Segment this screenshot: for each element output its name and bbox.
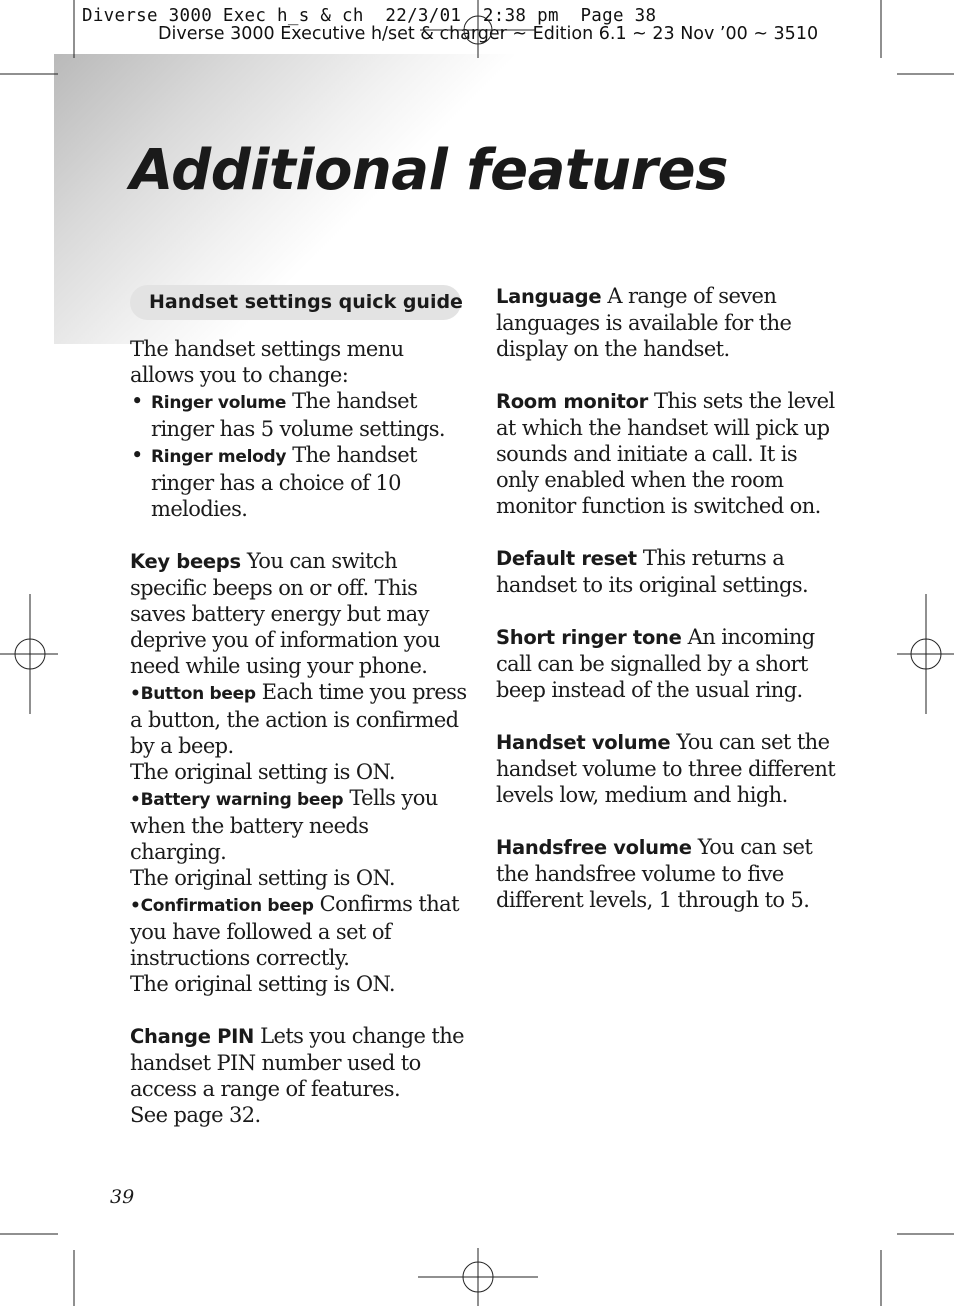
bullet-ringer-volume [130,388,470,442]
term-text: Confirms that you have followed a set of instructions correctly. [130,892,459,970]
term-label: Ringer melody [151,447,287,467]
key-beeps-paragraph [130,548,470,679]
term-label: Battery warning beep [140,790,344,810]
print-slug: Diverse 3000 Exec h_s & ch 22/3/01 2:38 pm Page 38 [82,6,657,26]
change-pin-paragraph [130,1023,470,1102]
item-confirmation-beep [130,891,470,971]
page-title: Additional features [130,138,728,203]
term-label: Confirmation beep [140,896,314,916]
bullet-icon: • [131,389,143,413]
bullet-icon: • [131,443,143,467]
term-text: You can switch specific beeps on or off. This saves battery energy but may deprive you of information you need while using your phone. [130,549,440,678]
term-text: Each time you press a button, the action is confirmed by a beep. [130,680,467,758]
short-ringer-tone-paragraph [496,624,836,703]
term-label: Handset volume [496,731,671,754]
term-label: Language [496,285,602,308]
term-label: Ringer volume [151,393,287,413]
original-setting: The original setting is ON. [130,972,395,996]
bullet-icon: • [130,684,141,704]
term-label: Button beep [140,684,256,704]
bullet-icon: • [130,896,141,916]
term-text: A range of seven languages is available for the display on the handset. [496,284,792,361]
original-setting: The original setting is ON. [130,866,395,890]
term-label: Key beeps [130,550,241,573]
term-label: Short ringer tone [496,626,682,649]
term-label: Room monitor [496,390,648,413]
bullet-icon: • [130,790,141,810]
bullet-ringer-melody [130,442,470,522]
original-setting: The original setting is ON. [130,760,395,784]
term-text: This sets the level at which the handset will pick up sounds and initiate a call. It is only enabled when the room monitor function is switched on. [496,389,835,518]
handsfree-volume-paragraph [496,834,836,913]
left-column [130,336,470,1128]
term-text: An incoming call can be signalled by a short beep instead of the usual ring. [496,625,815,702]
room-monitor-paragraph [496,388,836,519]
term-text: You can set the handset volume to three different levels low, medium and high. [496,730,836,807]
see-page-reference: See page 32. [130,1103,261,1127]
handset-volume-paragraph [496,729,836,808]
term-label: Change PIN [130,1025,255,1048]
intro-paragraph: The handset settings menu allows you to change: [130,337,404,387]
right-column [496,283,836,913]
term-label: Default reset [496,547,637,570]
term-text: The handset ringer has 5 volume settings. [151,389,445,441]
edition-line: Diverse 3000 Executive h/set & charger ~ Edition 6.1 ~ 23 Nov ’00 ~ 3510 [158,24,819,44]
term-text: The handset ringer has a choice of 10 melodies. [151,443,417,521]
language-paragraph [496,283,836,362]
term-text: You can set the handsfree volume to five different levels, 1 through to 5. [496,835,813,912]
term-text: Tells you when the battery needs charging. [130,786,438,864]
section-heading-pill: Handset settings quick guide [130,285,461,320]
term-text: Lets you change the handset PIN number used to access a range of features. [130,1024,464,1101]
term-label: Handsfree volume [496,836,692,859]
item-battery-warning-beep [130,785,470,865]
item-button-beep [130,679,470,759]
page-number: 39 [110,1186,135,1208]
term-text: This returns a handset to its original settings. [496,546,809,597]
default-reset-paragraph [496,545,836,598]
